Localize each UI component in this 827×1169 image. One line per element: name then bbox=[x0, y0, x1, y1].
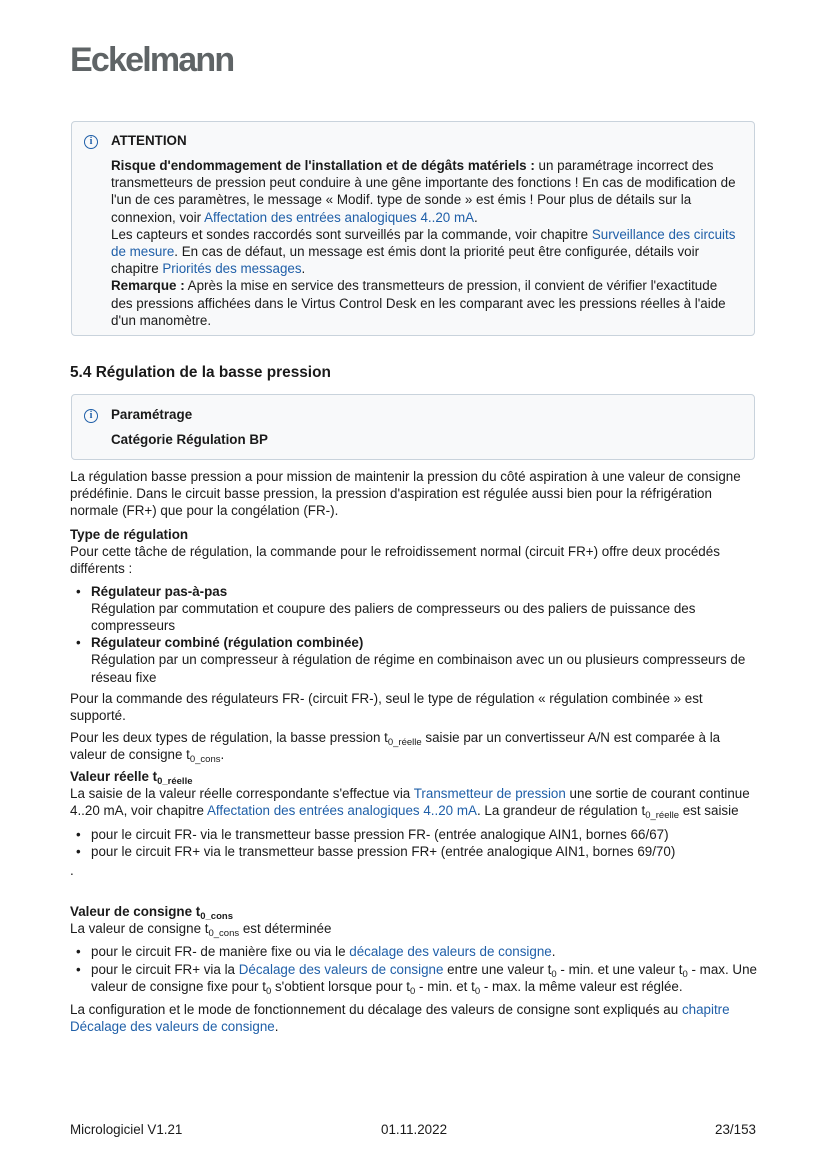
item-title: Régulateur combiné (régulation combinée) bbox=[91, 635, 364, 651]
brand-logo: Eckelmann bbox=[70, 41, 234, 79]
item-desc: Régulation par commutation et coupure des paliers de compresseurs ou des paliers de puissance des compresseurs bbox=[91, 600, 696, 634]
parameter-category: Catégorie Régulation BP bbox=[111, 432, 268, 447]
subscript: 0 bbox=[265, 985, 272, 997]
parameter-box bbox=[71, 394, 755, 460]
link-decalage-consigne[interactable]: décalage des valeurs de consigne bbox=[349, 944, 552, 960]
section-number: 5.4 bbox=[70, 364, 92, 381]
subscript: 0_réelle bbox=[645, 810, 679, 822]
text: - min. et t bbox=[415, 978, 475, 994]
link-transmetteur-pression[interactable]: Transmetteur de pression bbox=[413, 786, 566, 802]
subscript: 0_cons bbox=[208, 928, 240, 940]
list-item bbox=[70, 583, 757, 635]
parameter-title: Paramétrage bbox=[111, 407, 193, 422]
text: - max. Une valeur de consigne fixe pour t bbox=[91, 961, 757, 994]
attention-title: ATTENTION bbox=[111, 133, 187, 148]
text: saisie par un convertisseur A/N est comparée à la valeur de consigne t bbox=[70, 730, 721, 763]
comparison-note bbox=[70, 729, 757, 766]
subscript: 0_réelle bbox=[387, 737, 422, 749]
item-desc: Régulation par un compresseur à régulation de régime en combinaison avec un ou plusieurs compresseurs de réseau fixe bbox=[91, 652, 746, 685]
footer-page-number: 23/153 bbox=[715, 1122, 756, 1137]
list-item: • pour le circuit FR- via le transmetteur basse pression FR- (entrée analogique AIN1, bornes 66/67) bbox=[70, 826, 757, 843]
list-item bbox=[70, 961, 757, 995]
subscript: 0 bbox=[551, 968, 557, 980]
consigne-list bbox=[70, 943, 757, 995]
valeur-reelle-section bbox=[70, 768, 757, 879]
text: est saisie bbox=[679, 803, 739, 819]
list-item bbox=[70, 943, 757, 960]
text: - max. la même valeur est réglée. bbox=[480, 978, 683, 994]
text: - min. et une valeur t bbox=[556, 961, 683, 977]
info-icon: i bbox=[84, 135, 98, 149]
text: . bbox=[274, 1019, 279, 1035]
attention-warning-label: Risque d'endommagement de l'installation et de dégâts matériels : bbox=[111, 158, 535, 173]
subscript: 0 bbox=[682, 968, 688, 980]
text: . bbox=[301, 261, 306, 277]
text: . bbox=[474, 209, 478, 225]
text: La valeur de consigne t bbox=[70, 921, 209, 937]
section-heading bbox=[70, 364, 331, 382]
type-regulation-heading: Type de régulation bbox=[70, 527, 189, 542]
info-icon: i bbox=[84, 409, 98, 423]
attention-body bbox=[111, 157, 740, 329]
text: Pour les deux types de régulation, la basse pression t bbox=[70, 730, 388, 746]
subscript: 0_réelle bbox=[157, 776, 193, 787]
attention-box bbox=[71, 121, 755, 336]
subscript: 0 bbox=[410, 985, 416, 997]
subscript: 0 bbox=[474, 985, 481, 997]
link-chapitre-decalage[interactable]: chapitre Décalage des valeurs de consigne bbox=[70, 1002, 730, 1035]
attention-text: Les capteurs et sondes raccordés sont surveillés par la commande, voir chapitre bbox=[111, 226, 592, 242]
heading-text: Valeur de consigne t bbox=[70, 904, 201, 919]
text: pour le circuit FR- de manière fixe ou via le bbox=[91, 944, 350, 960]
subscript: 0_cons bbox=[189, 754, 221, 766]
list-item bbox=[70, 634, 757, 686]
valeur-consigne-heading bbox=[70, 904, 233, 922]
text: pour le circuit FR+ via la bbox=[91, 961, 239, 977]
text: s'obtient lorsque pour t bbox=[271, 978, 411, 994]
link-affectation-entrees[interactable]: Affectation des entrées analogiques 4..20 mA bbox=[204, 209, 475, 225]
footer-date: 01.11.2022 bbox=[381, 1122, 448, 1137]
dot: . bbox=[70, 863, 74, 879]
circuit-list bbox=[70, 826, 757, 860]
text: . bbox=[551, 944, 556, 960]
type-regulation-section bbox=[70, 526, 757, 764]
final-paragraph bbox=[70, 1001, 757, 1035]
link-surveillance-circuits[interactable]: Surveillance des circuits de mesure bbox=[111, 226, 736, 260]
type-regulation-text: Pour cette tâche de régulation, la commande pour le refroidissement normal (circuit FR+) offre deux procédés différents : bbox=[70, 544, 720, 577]
text: entre une valeur t bbox=[443, 961, 552, 977]
text: . En cas de défaut, un message est émis dont la priorité peut être configurée, détails voir chapitre bbox=[111, 244, 700, 277]
text: une sortie de courant continue 4..20 mA, voir chapitre bbox=[70, 786, 750, 819]
fr-minus-note: Pour la commande des régulateurs FR- (circuit FR-), seul le type de régulation « régulation combinée » est supporté. bbox=[70, 690, 703, 724]
valeur-consigne-section bbox=[70, 903, 757, 1035]
link-affectation-entrees[interactable]: Affectation des entrées analogiques 4..20 mA bbox=[206, 803, 477, 819]
regulator-list bbox=[70, 583, 757, 686]
intro-paragraph: La régulation basse pression a pour mission de maintenir la pression du côté aspiration à une valeur de consigne prédéfinie. Dans le circuit basse pression, la pression d'aspiration est régulée aussi bien pour la réfrigération normale (FR+) que pour la congélation (FR-). bbox=[70, 469, 741, 519]
link-decalage-consigne[interactable]: Décalage des valeurs de consigne bbox=[238, 961, 444, 977]
text: est déterminée bbox=[239, 921, 332, 937]
valeur-reelle-heading bbox=[70, 769, 193, 787]
link-priorites-messages[interactable]: Priorités des messages bbox=[162, 261, 302, 277]
list-item: • pour le circuit FR+ via le transmetteur basse pression FR+ (entrée analogique AIN1, bornes 69/70) bbox=[70, 843, 757, 860]
remark-label: Remarque : bbox=[111, 278, 185, 294]
text: La configuration et le mode de fonctionnement du décalage des valeurs de consigne sont expliqués au bbox=[70, 1002, 682, 1018]
text: . La grandeur de régulation t bbox=[476, 803, 646, 819]
section-title: Régulation de la basse pression bbox=[95, 364, 331, 381]
heading-text: Valeur réelle t bbox=[70, 769, 158, 784]
attention-text: un paramétrage incorrect des transmetteurs de pression peut conduire à une gêne importante des fonctions ! En cas de modification de l'un de ces paramètres, le message « Modif. type de sonde » est émis ! Pour plus de détails sur la connexion, voir bbox=[111, 158, 736, 225]
text: . bbox=[220, 747, 225, 763]
footer-firmware: Micrologiciel V1.21 bbox=[70, 1122, 183, 1137]
remark-text: Après la mise en service des transmetteurs de pression, il convient de vérifier l'exactitude des pressions affichées dans le Virtus Control Desk en les comparant avec les pressions réelles à l'aide d'un manomètre. bbox=[111, 278, 726, 328]
item-title: Régulateur pas-à-pas bbox=[91, 583, 228, 599]
text: La saisie de la valeur réelle correspondante s'effectue via bbox=[70, 786, 414, 802]
subscript: 0_cons bbox=[200, 911, 233, 922]
